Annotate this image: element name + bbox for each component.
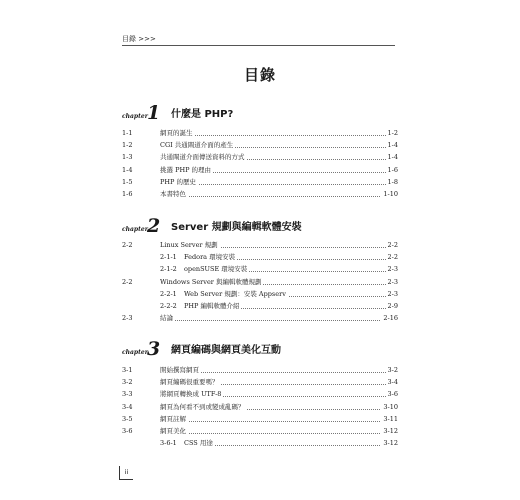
entry-page: 3-6 — [387, 390, 398, 399]
leader-dots — [160, 421, 386, 422]
entry-title: CSS 用途 — [184, 439, 213, 448]
toc-entry — [122, 301, 398, 312]
entry-page: 1-10 — [383, 190, 398, 198]
entry-page: 2-2 — [387, 253, 398, 262]
chapter-label: chapter — [122, 113, 148, 120]
chapter-number: 2 — [147, 215, 161, 237]
entry-page: 2-3 — [387, 265, 398, 274]
toc-entry — [122, 414, 398, 425]
chapter-title: 什麼是 PHP? — [171, 109, 234, 120]
entry-page: 3-2 — [387, 366, 398, 374]
entry-page: 3-4 — [387, 378, 398, 387]
chapter-heading — [122, 215, 398, 235]
toc-entry — [122, 189, 398, 200]
chapter-title: 網頁編碼與網頁美化互動 — [171, 345, 281, 356]
entry-title: Linux Server 規劃 — [160, 241, 218, 249]
chapter-label: chapter — [122, 226, 148, 233]
toc-entry — [122, 152, 398, 163]
entry-title: Fedora 環境安裝 — [184, 253, 236, 262]
entry-title: 網頁為何看不到或變成亂碼？ — [160, 402, 245, 411]
entry-number: 3-3 — [122, 390, 133, 399]
entry-number: 1-3 — [122, 153, 133, 162]
entry-title: 挑選 PHP 的理由 — [160, 165, 212, 174]
entry-page: 2-3 — [387, 277, 398, 286]
entry-number: 2-1-2 — [160, 265, 177, 274]
toc-entry — [122, 438, 398, 449]
entry-title: 網頁註解 — [160, 414, 186, 423]
toc-entry — [122, 140, 398, 151]
toc-entry — [122, 402, 398, 413]
toc-entry — [122, 426, 398, 437]
entry-page: 3-10 — [383, 402, 398, 411]
entry-page: 3-12 — [383, 439, 398, 448]
entry-title: PHP 編輯軟體介紹 — [184, 302, 240, 310]
entry-page: 1-2 — [387, 129, 398, 137]
toc-entry — [122, 365, 398, 376]
leader-dots — [160, 320, 386, 321]
entry-title: 共通閘道介面傳送資料的方式 — [160, 153, 245, 162]
entry-number: 1-4 — [122, 165, 133, 174]
entry-title: 開始撰寫網頁 — [160, 366, 199, 374]
entry-title: 將網頁轉換成 UTF-8 — [160, 390, 222, 399]
entry-number: 3-6-1 — [160, 439, 177, 448]
entry-title: 本書特色 — [160, 190, 186, 198]
entry-title: openSUSE 環境安裝 — [184, 265, 248, 274]
entry-page: 1-6 — [387, 165, 398, 174]
entry-number: 3-4 — [122, 402, 133, 411]
toc-entry — [122, 264, 398, 275]
entry-number: 2-1-1 — [160, 253, 177, 262]
entry-page: 1-4 — [387, 141, 398, 150]
leader-dots — [160, 433, 386, 434]
entry-number: 2-2 — [122, 241, 133, 249]
running-head-text: 目錄 >>> — [122, 35, 156, 43]
entry-page: 2-9 — [387, 302, 398, 310]
entry-title: Windows Server 與編輯軟體規劃 — [160, 277, 262, 286]
entry-title: 網頁美化 — [160, 427, 186, 435]
toc-entry — [122, 240, 398, 251]
chapter-heading — [122, 102, 398, 122]
chapter-heading — [122, 338, 398, 358]
entry-title: PHP 的歷史 — [160, 177, 196, 186]
leader-dots — [160, 196, 386, 197]
page-title: 目錄 — [243, 66, 276, 84]
entry-number: 1-1 — [122, 129, 133, 137]
entry-number: 3-6 — [122, 427, 133, 435]
entry-page: 3-12 — [383, 427, 398, 435]
entry-number: 2-2 — [122, 277, 133, 286]
toc-entry — [122, 289, 398, 300]
chapter-number: 3 — [147, 338, 161, 360]
entry-number: 3-5 — [122, 414, 133, 423]
chapter-number: 1 — [147, 102, 161, 124]
toc-entry — [122, 277, 398, 288]
entry-number: 3-2 — [122, 378, 133, 387]
entry-page: 1-8 — [387, 177, 398, 186]
entry-number: 1-2 — [122, 141, 133, 150]
entry-title: 網頁的誕生 — [160, 129, 193, 137]
entry-title: 結論 — [160, 314, 173, 323]
page-number: ii — [119, 466, 133, 480]
chapter-title: Server 規劃與編輯軟體安裝 — [171, 222, 302, 233]
entry-number: 3-1 — [122, 366, 133, 374]
entry-page: 2-3 — [387, 289, 398, 298]
toc-entry — [122, 128, 398, 139]
toc-entry — [122, 389, 398, 400]
entry-number: 1-5 — [122, 177, 133, 186]
toc-entry — [122, 177, 398, 188]
entry-number: 2-2-1 — [160, 289, 177, 298]
running-header — [122, 33, 395, 46]
entry-page: 1-4 — [387, 153, 398, 162]
entry-page: 2-2 — [387, 241, 398, 249]
entry-title: 網頁編碼很重要嗎？ — [160, 378, 219, 387]
toc-entry — [122, 377, 398, 388]
entry-page: 3-11 — [383, 414, 398, 423]
chapter-label: chapter — [122, 349, 148, 356]
entry-number: 2-3 — [122, 314, 133, 323]
entry-number: 1-6 — [122, 190, 133, 198]
entry-page: 2-16 — [383, 314, 398, 323]
entry-title: CGI 共通閘道介面的產生 — [160, 141, 234, 150]
toc-entry — [122, 165, 398, 176]
entry-number: 2-2-2 — [160, 302, 177, 310]
toc-entry — [122, 252, 398, 263]
entry-title: Web Server 規劃：安裝 Appserv — [184, 289, 286, 298]
toc-entry — [122, 313, 398, 324]
